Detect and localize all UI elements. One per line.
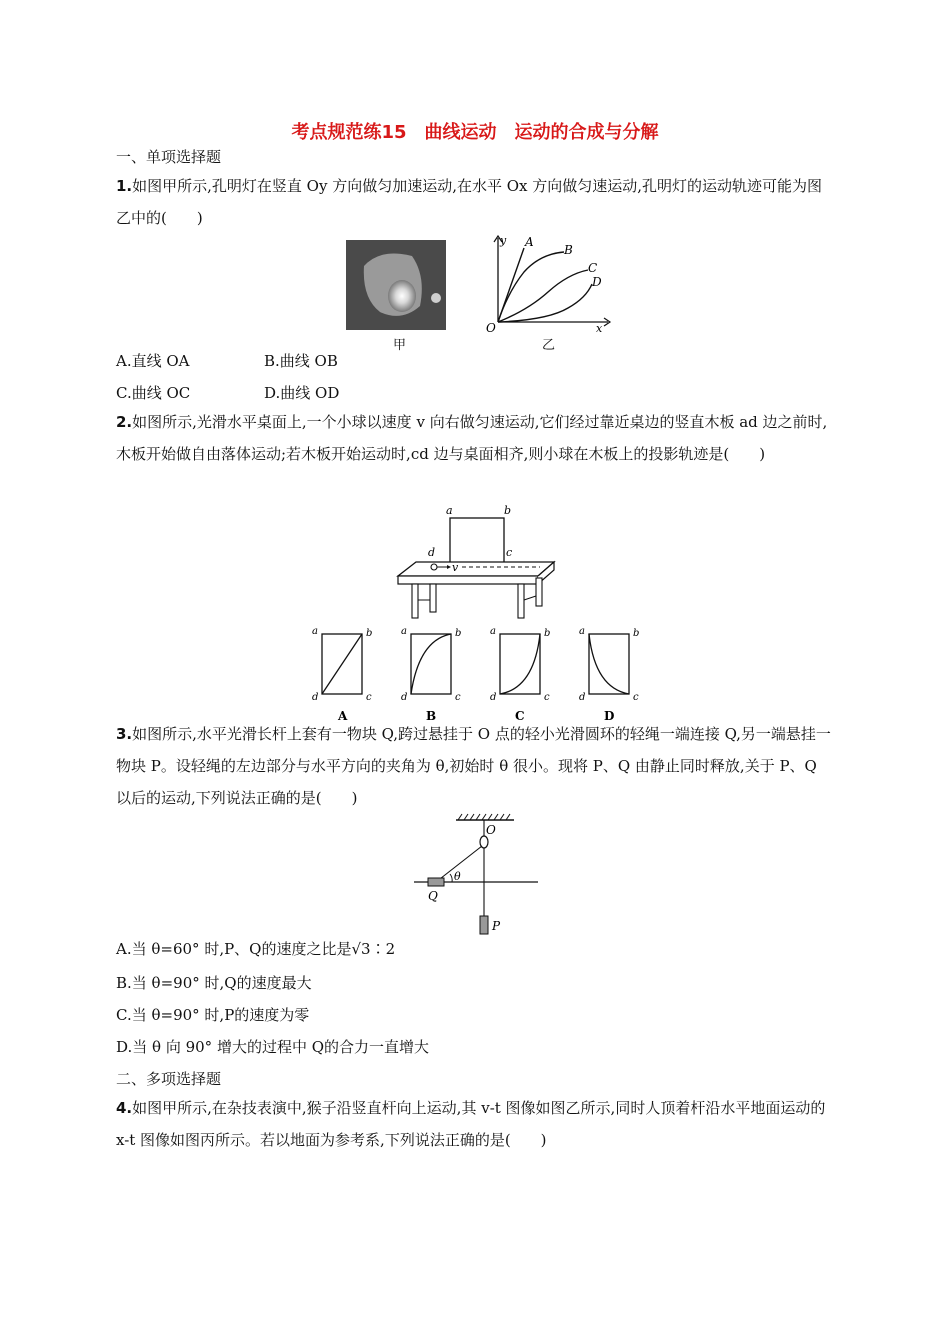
trajectory: [589, 634, 629, 694]
option-a[interactable]: A.直线 OA: [116, 352, 190, 370]
curve-label: D: [592, 275, 602, 289]
choice-B[interactable]: [401, 626, 461, 723]
corner-label: a: [446, 504, 453, 517]
table-leg: [518, 584, 524, 618]
corner-label: b: [544, 628, 551, 639]
trajectory-graph: [478, 232, 618, 348]
pulley-diagram: [408, 812, 544, 938]
ceiling-hatch: [458, 814, 510, 820]
choice-D[interactable]: [579, 626, 639, 723]
option-d[interactable]: D.当 θ 向 90° 增大的过程中 Q的合力一直增大: [116, 1038, 430, 1056]
option-b[interactable]: B.曲线 OB: [264, 352, 338, 370]
origin-label: O: [486, 321, 496, 335]
label-P: P: [492, 919, 501, 933]
angle-arc: [450, 874, 452, 882]
choice-label: B: [426, 709, 437, 723]
question-text: 如图所示,光滑水平桌面上,一个小球以速度 v 向右做匀速运动,它们经过靠近桌边的竖直木板 ad 边之前时,木板开始做自由落体运动;若木板开始运动时,cd 边与桌面相齐,则小球在木板上的投影轨迹是( ): [116, 413, 828, 463]
question-text: 如图甲所示,在杂技表演中,猴子沿竖直杆向上运动,其 v-t 图像如图乙所示,同时人顶着杆沿水平地面运动的 x-t 图像如图丙所示。若以地面为参考系,下列说法正确的是( ): [116, 1099, 826, 1149]
block-Q: [428, 878, 444, 886]
option-d[interactable]: D.曲线 OD: [264, 384, 340, 402]
corner-label: d: [428, 546, 436, 559]
figure-label-yi: 乙: [542, 338, 556, 353]
choice-diagrams: [306, 624, 646, 726]
wooden-board: [450, 518, 504, 564]
curve-label: B: [564, 243, 573, 257]
choice-C[interactable]: [490, 626, 550, 723]
option-c[interactable]: C.曲线 OC: [116, 384, 191, 402]
corner-label: b: [633, 628, 640, 639]
trajectory: [411, 634, 451, 694]
small-ball: [431, 564, 437, 570]
corner-label: a: [312, 626, 318, 637]
curve-OC: [498, 270, 588, 322]
trajectory: [322, 634, 362, 694]
corner-label: a: [401, 626, 407, 637]
corner-label: d: [401, 692, 408, 703]
corner-label: d: [579, 692, 586, 703]
question-text: 如图所示,水平光滑长杆上套有一物块 Q,跨过悬挂于 O 点的轻小光滑圆环的轻绳一端连接 Q,另一端悬挂一物块 P。设轻绳的左边部分与水平方向的夹角为 θ,初始时 θ 很小。现将 P、Q 由静止同时释放,关于 P、Q 以后的运动,下列说法正确的是( ): [116, 725, 831, 807]
question-number: 2.: [116, 413, 133, 431]
table-leg: [536, 578, 542, 606]
corner-label: c: [506, 546, 513, 559]
table-edge: [398, 576, 538, 584]
corner-label: d: [490, 692, 497, 703]
distant-lantern: [431, 293, 441, 303]
lantern-flame: [388, 280, 416, 312]
choice-A[interactable]: [312, 626, 372, 723]
corner-label: b: [455, 628, 462, 639]
table-top: [398, 562, 554, 576]
question-number: 4.: [116, 1099, 133, 1117]
choice-label: A: [338, 709, 348, 723]
section-heading-multiple-choice: 二、多项选择题: [116, 1070, 222, 1088]
corner-label: b: [366, 628, 373, 639]
table-diagram: [390, 500, 570, 628]
velocity-label: v: [452, 561, 459, 574]
corner-label: c: [633, 692, 639, 703]
corner-label: b: [504, 504, 512, 517]
option-c[interactable]: C.当 θ=90° 时,P的速度为零: [116, 1006, 310, 1024]
table-leg: [430, 584, 436, 612]
question-3: [116, 718, 836, 814]
label-O: O: [486, 823, 496, 837]
table-crossbar: [524, 596, 536, 600]
corner-label: c: [544, 692, 550, 703]
corner-label: a: [490, 626, 496, 637]
question-number: 3.: [116, 725, 133, 743]
option-b[interactable]: B.当 θ=90° 时,Q的速度最大: [116, 974, 312, 992]
question-4: [116, 1092, 836, 1156]
label-theta: θ: [454, 870, 461, 883]
section-heading-single-choice: 一、单项选择题: [116, 148, 222, 166]
question-number: 1.: [116, 177, 133, 195]
corner-label: c: [455, 692, 461, 703]
choice-label: D: [604, 709, 615, 723]
axis-label-y: y: [500, 234, 507, 247]
question-2: [116, 406, 836, 470]
question-1: [116, 170, 836, 234]
corner-label: a: [579, 626, 585, 637]
question-text: 如图甲所示,孔明灯在竖直 Oy 方向做匀加速运动,在水平 Ox 方向做匀速运动,孔明灯的运动轨迹可能为图乙中的( ): [116, 177, 823, 227]
table-leg: [412, 584, 418, 618]
curve-label: C: [588, 261, 598, 275]
corner-label: c: [366, 692, 372, 703]
choice-box: [411, 634, 451, 694]
corner-label: d: [312, 692, 319, 703]
block-P: [480, 916, 488, 934]
axis-label-x: x: [596, 322, 603, 335]
label-Q: Q: [428, 889, 438, 903]
page-title: 考点规范练15 曲线运动 运动的合成与分解: [291, 122, 659, 143]
curve-label: A: [525, 235, 534, 249]
trajectory: [500, 634, 540, 694]
figure-label-jia: 甲: [393, 338, 407, 353]
choice-label: C: [515, 709, 525, 723]
option-a[interactable]: A.当 θ=60° 时,P、Q的速度之比是√3∶2: [116, 940, 396, 958]
